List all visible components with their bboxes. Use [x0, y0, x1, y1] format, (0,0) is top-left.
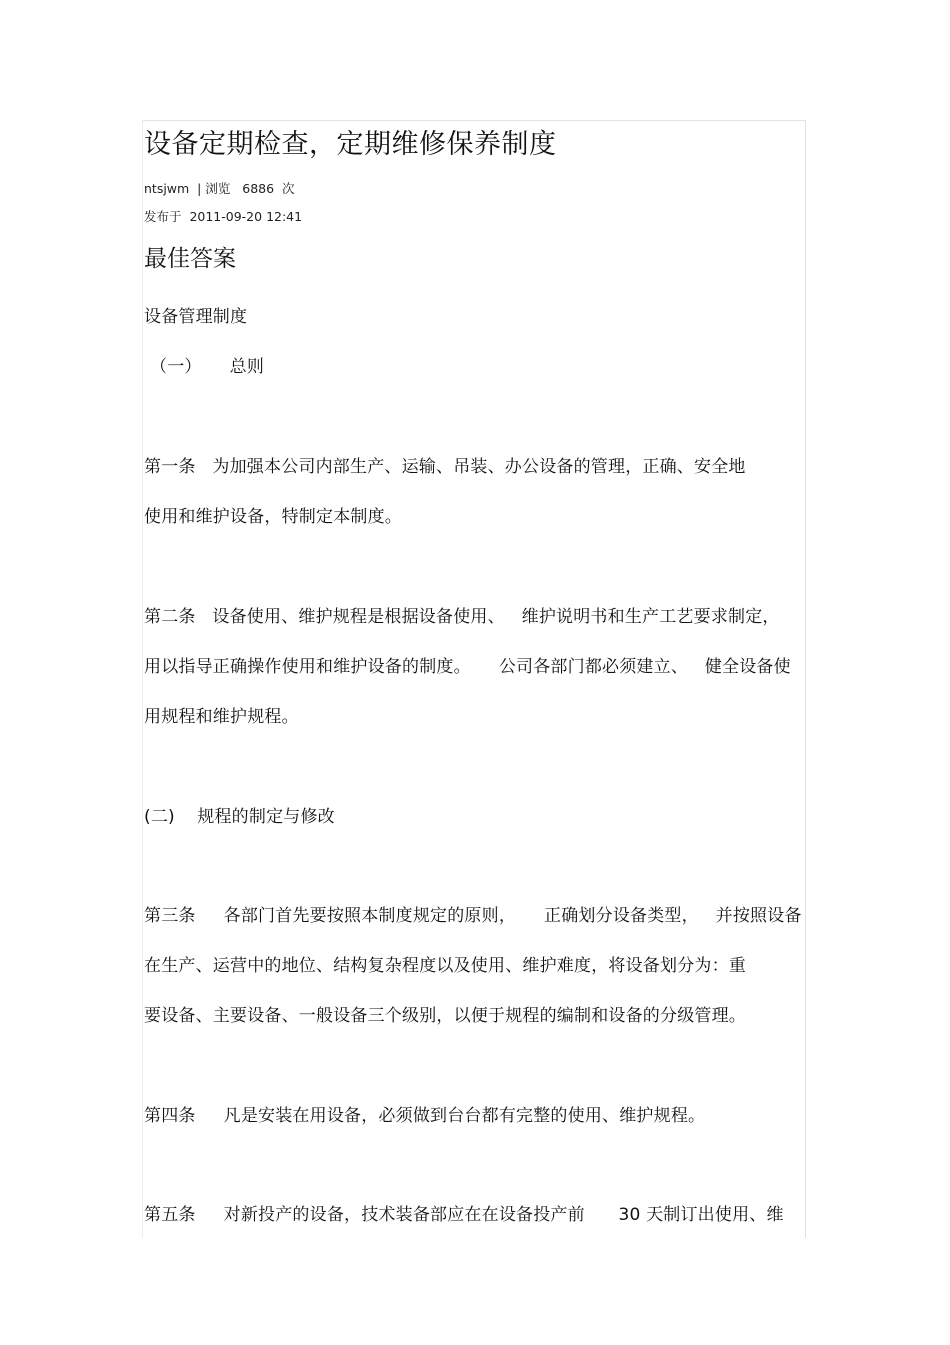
content-line: 使用和维护设备，特制定本制度。 — [144, 507, 402, 527]
best-answer-heading: 最佳答案 — [144, 246, 236, 272]
content-line: 用以指导正确操作使用和维护设备的制度。 公司各部门都必须建立、 健全设备使 — [144, 657, 791, 677]
content-line: 第二条 设备使用、维护规程是根据设备使用、 维护说明书和生产工艺要求制定， — [144, 607, 780, 627]
article-meta-views: ntsjwm | 浏览 6886 次 — [144, 181, 295, 196]
content-line: 第三条 各部门首先要按照本制度规定的原则， 正确划分设备类型， 并按照设备 — [144, 906, 802, 926]
content-frame-left-edge — [142, 120, 143, 1238]
content-frame — [142, 120, 806, 1238]
article-meta-date: 发布于 2011-09-20 12:41 — [144, 209, 303, 224]
content-line: (二) 规程的制定与修改 — [144, 807, 335, 827]
content-line: 用规程和维护规程。 — [144, 707, 299, 727]
content-line: 在生产、运营中的地位、结构复杂程度以及使用、维护难度，将设备划分为：重 — [144, 956, 746, 976]
content-line: 第一条 为加强本公司内部生产、运输、吊装、办公设备的管理，正确、安全地 — [144, 457, 746, 477]
content-line: 第四条 凡是安装在用设备，必须做到台台都有完整的使用、维护规程。 — [144, 1106, 706, 1126]
content-line: 第五条 对新投产的设备，技术装备部应在在设备投产前 30 天制订出使用、维 — [144, 1205, 784, 1225]
content-line: 设备管理制度 — [144, 307, 248, 327]
content-line: 要设备、主要设备、一般设备三个级别，以便于规程的编制和设备的分级管理。 — [144, 1006, 746, 1026]
article-title: 设备定期检查，定期维修保养制度 — [144, 129, 557, 160]
content-line: （一） 总则 — [150, 357, 265, 377]
